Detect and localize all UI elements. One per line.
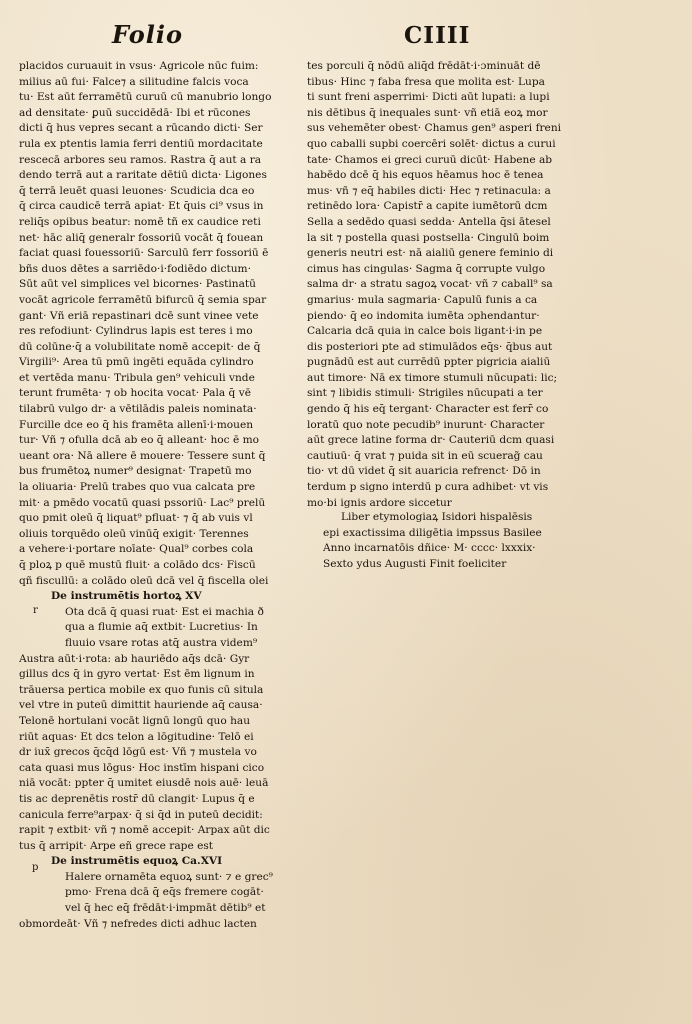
text-line: sus vehemēter obest· Chamus gen⁹ asperi freni xyxy=(307,122,562,135)
text-line: aūt grece latine forma dr· Cauteriū dcm quasi xyxy=(307,434,555,447)
folio-header-number: CIIII xyxy=(404,22,471,49)
text-line: Halere ornamēta equoꝝ sunt· ⁊ e grec⁹ xyxy=(65,870,273,883)
text-line: tur· Vñ ⁊ ofulla dcā ab eo q̄ alleant· hoc ē mo xyxy=(19,434,260,447)
text-line: terdum p signo interdū p cura adhibet· vt vis xyxy=(307,481,549,494)
text-line: tilabrū vulgo dr· a vētilādis paleis nominata· xyxy=(19,403,257,416)
text-line: tu· Est aūt ferramētū curuū cū manubrio longo xyxy=(19,91,272,104)
text-line: habēdo dcē q̄ his equos hēamus hoc ē tenea xyxy=(307,169,544,182)
text-line: vocāt agricole ferramētū bifurcū q̄ semia spar xyxy=(19,293,267,306)
text-line: Furcille dce eo q̄ his framēta allenī·i·mouen xyxy=(19,418,254,431)
text-line: retinēdo lora· Capistr̄ a capite iumētorū dcm xyxy=(307,200,548,213)
text-line: riūt aquas· Et dcs telon a lōgitudine· Telō ei xyxy=(19,730,254,743)
text-line: cimus has cingulas· Sagma q̄ corrupte vulgo xyxy=(307,262,546,275)
text-line: bus frumētoꝝ numer⁹ designat· Trapetū mo xyxy=(19,465,252,478)
text-line: sint ⁊ libidis stimuli· Strigiles nūcupati a ter xyxy=(307,387,543,400)
text-line: a vehere·i·portare noīate· Qual⁹ corbes cola xyxy=(19,543,254,556)
text-line: rapit ⁊ extbit· vñ ⁊ nomē accepit· Arpax aūt dic xyxy=(19,824,270,837)
text-line: terunt frumēta· ⁊ ob hocita vocat· Pala q̄ vē xyxy=(19,387,251,400)
text-line: vel vtre in puteū dimittit hauriende aq̄ causa· xyxy=(19,699,263,712)
text-line: salma dr· a stratu sagoꝝ vocat· vñ ⁊ caball⁹ sa xyxy=(307,278,553,291)
left-text-column xyxy=(19,59,287,932)
colophon-line: epi exactissima diligētia impssus Basilee xyxy=(323,526,542,539)
text-line: bñs duos dētes a sarriēdo·i·fodiēdo dictum· xyxy=(19,262,251,275)
text-line: dendo terrā aut a raritate dētiū dicta· Ligones xyxy=(19,169,267,182)
text-line: obmordeāt· Vñ ⁊ nefredes dicti adhuc lacten xyxy=(19,917,257,930)
text-line: gillus dcs q̄ in gyro vertat· Est ēm lignum in xyxy=(19,668,255,681)
guide-letter-p: p xyxy=(32,862,39,873)
text-line: tis ac deprenētis rostr̄ dū clangit· Lupus q̄ e xyxy=(19,792,255,805)
text-line: qua a flumie aq̄ extbit· Lucretius· In xyxy=(65,621,258,634)
colophon-line: Anno incarnatōis dñice· M· cccc· lxxxix· xyxy=(323,542,536,555)
text-line: mo·bi ignis ardore siccetur xyxy=(307,496,452,509)
text-line: niā vocāt: ppter q̄ umitet eiusdē nois auē· leuā xyxy=(19,777,269,790)
text-line: rula ex ptentis lamia ferri dentiū mordacitate xyxy=(19,137,263,150)
text-line: mit· a pmēdo vocatū quasi pssoriū· Lac⁹ prelū xyxy=(19,496,266,509)
text-line: loratū quo note pecudib⁹ inurunt· Character xyxy=(307,418,545,431)
chapter-heading-xv: De instrumētis hortoꝝ XV xyxy=(51,590,202,603)
text-line: quo caballi supbi coercēri solēt· dictus a curui xyxy=(307,137,556,150)
text-line: reliq̄s opibus beatur: nomē tñ ex caudice reti xyxy=(19,215,261,228)
text-line: res refodiunt· Cylindrus lapis est teres i mo xyxy=(19,325,253,338)
colophon-line: Liber etymologiaꝝ Isidori hispalēsis xyxy=(341,511,533,523)
text-line: trāuersa pertica mobile ex quo funis cū situla xyxy=(19,683,264,696)
text-line: Austra aūt·i·rota: ab hauriēdo aq̄s dcā· Gyr xyxy=(19,652,250,665)
colophon xyxy=(323,510,573,572)
text-line: tus q̄ arripit· Arpe eñ grece rape est xyxy=(19,839,214,852)
chapter-heading-xvi: De instrumētis equoꝝ Ca.XVI xyxy=(51,855,223,868)
text-line: fluuio vsare rotas atq̄ austra videm⁹ xyxy=(65,636,258,649)
text-line: tes porculi q̄ nōdū aliq̄d frēdāt·i·ɔminuāt dē xyxy=(307,60,541,72)
text-line: Calcaria dcā quia in calce bois ligant·i·in pe xyxy=(307,325,543,338)
text-line: quo pmit oleū q̄ liquat⁹ pfluat· ⁊ q̄ ab vuis vl xyxy=(19,512,253,525)
text-line: cata quasi mus lōgus· Hoc instīm hispani cico xyxy=(19,761,265,774)
text-line: Virgili⁹· Area tū pmū ingēti equāda cylindro xyxy=(19,356,254,369)
text-line: rescecā arbores seu ramos. Rastra q̄ aut a ra xyxy=(19,153,262,166)
text-line: dicti q̄ hus vepres secant a rūcando dicti· Ser xyxy=(19,122,263,135)
colophon-line: Sexto ydus Augusti Finit foeliciter xyxy=(323,557,507,570)
text-line: vel q̄ hec eq̄ frēdāt·i·impmāt dētib⁹ et xyxy=(65,902,266,915)
folio-header-word: Folio xyxy=(112,20,183,49)
text-line: placidos curuauit in vsus· Agricole nūc fuim: xyxy=(19,60,259,72)
text-line: et vertēda manu· Tribula gen⁹ vehiculi vnde xyxy=(19,371,255,384)
text-line: q̄ circa caudicē terrā apiat· Et q̄uis ci⁹ vsus in xyxy=(19,200,264,213)
text-line: ti sunt freni asperrimi· Dicti aūt lupati: a lupi xyxy=(307,91,550,104)
text-line: gmarius· mula sagmaria· Capulū funis a ca xyxy=(307,293,538,306)
text-line: Ota dcā q̄ quasi ruat· Est ei machia ð xyxy=(65,605,264,618)
text-line: Telonē hortulani vocāt lignū longū quo hau xyxy=(19,714,251,727)
text-line: dr iux̄ grecos q̄cq̄d lōgū est· Vñ ⁊ mustela vo xyxy=(19,746,257,759)
text-line: cautiuū· q̄ vrat ⁊ puida sit in eū scuerag̃ cau xyxy=(307,449,543,462)
text-line: gendo q̄ his eq̄ tergant· Character est ferr̄ co xyxy=(307,403,549,416)
text-line: milius aū fui· Falce⁊ a silitudine falcis voca xyxy=(19,75,249,88)
text-line: gant· Vñ eriā repastinari dcē sunt vinee vete xyxy=(19,309,259,322)
text-line: tio· vt dū videt q̄ sit auaricia refrenct· Dō in xyxy=(307,465,541,478)
text-line: la sit ⁊ postella quasi postsella· Cingulū boim xyxy=(307,231,550,244)
text-line: q̄ terrā leuēt quasi leuones· Scudicia dca eo xyxy=(19,184,255,197)
text-line: qñ fiscullū: a colādo oleū dcā vel q̄ fiscella olei xyxy=(19,574,269,587)
guide-letter-r: r xyxy=(33,605,38,616)
text-line: mus· vñ ⁊ eq̄ habiles dicti· Hec ⁊ retinacula: a xyxy=(307,184,551,197)
text-line: q̄ ploꝝ p quē mustū fluit· a colādo dcs· Fiscū xyxy=(19,559,256,571)
text-line: net· hāc aliq̄ generalr fossoriū vocāt q̄ fouean xyxy=(19,231,264,244)
text-line: ad densitate· ꝑuū succidēdā· Ibi et rūcones xyxy=(19,106,251,119)
text-line: canicula ferre⁹arpax· q̄ si q̄d in puteū decidit: xyxy=(19,808,263,821)
text-line: la oliuaria· Prelū trabes quo vua calcata pre xyxy=(19,481,256,494)
text-line: Sūt aūt vel simplices vel bicornes· Pastinatū xyxy=(19,278,256,291)
text-line: aut timore· Nā ex timore stumuli nūcupati: lic; xyxy=(307,371,558,384)
right-text-column xyxy=(307,59,571,511)
text-line: pmo· Frena dcā q̄ eq̄s fremere cogāt· xyxy=(65,886,264,899)
text-line: piendo· q̄ eo indomita iumēta ɔphendantur· xyxy=(307,309,540,322)
text-line: nis dētibus q̄ inequales sunt· vñ etiā eoꝝ mor xyxy=(307,106,548,119)
text-line: tate· Chamos ei greci curuū dicūt· Habene ab xyxy=(307,153,553,166)
text-line: faciat quasi fouessoriū· Sarculū ferr fossoriū ē xyxy=(19,247,269,260)
text-line: dū colūne·q̄ a volubilitate nomē accepit· de q̄ xyxy=(19,340,261,353)
text-line: generis neutri est· nā aialiū genere feminio di xyxy=(307,247,554,260)
text-line: Sella a sedēdo quasi sedda· Antella q̄si ātesel xyxy=(307,215,551,228)
text-line: tibus· Hinc ⁊ faba fresa que molita est· Lupa xyxy=(307,75,545,88)
text-line: oliuis torquēdo oleū vinūq̄ exigit· Terennes xyxy=(19,527,249,540)
text-line: pugnādū est aut currēdū ppter pigricia aialiū xyxy=(307,356,551,369)
text-line: ueant ora· Nā allere ē mouere· Tessere sunt q̄ xyxy=(19,449,266,462)
text-line: dis posteriori pte ad stimulādos eq̄s· q̄bus aut xyxy=(307,340,553,353)
